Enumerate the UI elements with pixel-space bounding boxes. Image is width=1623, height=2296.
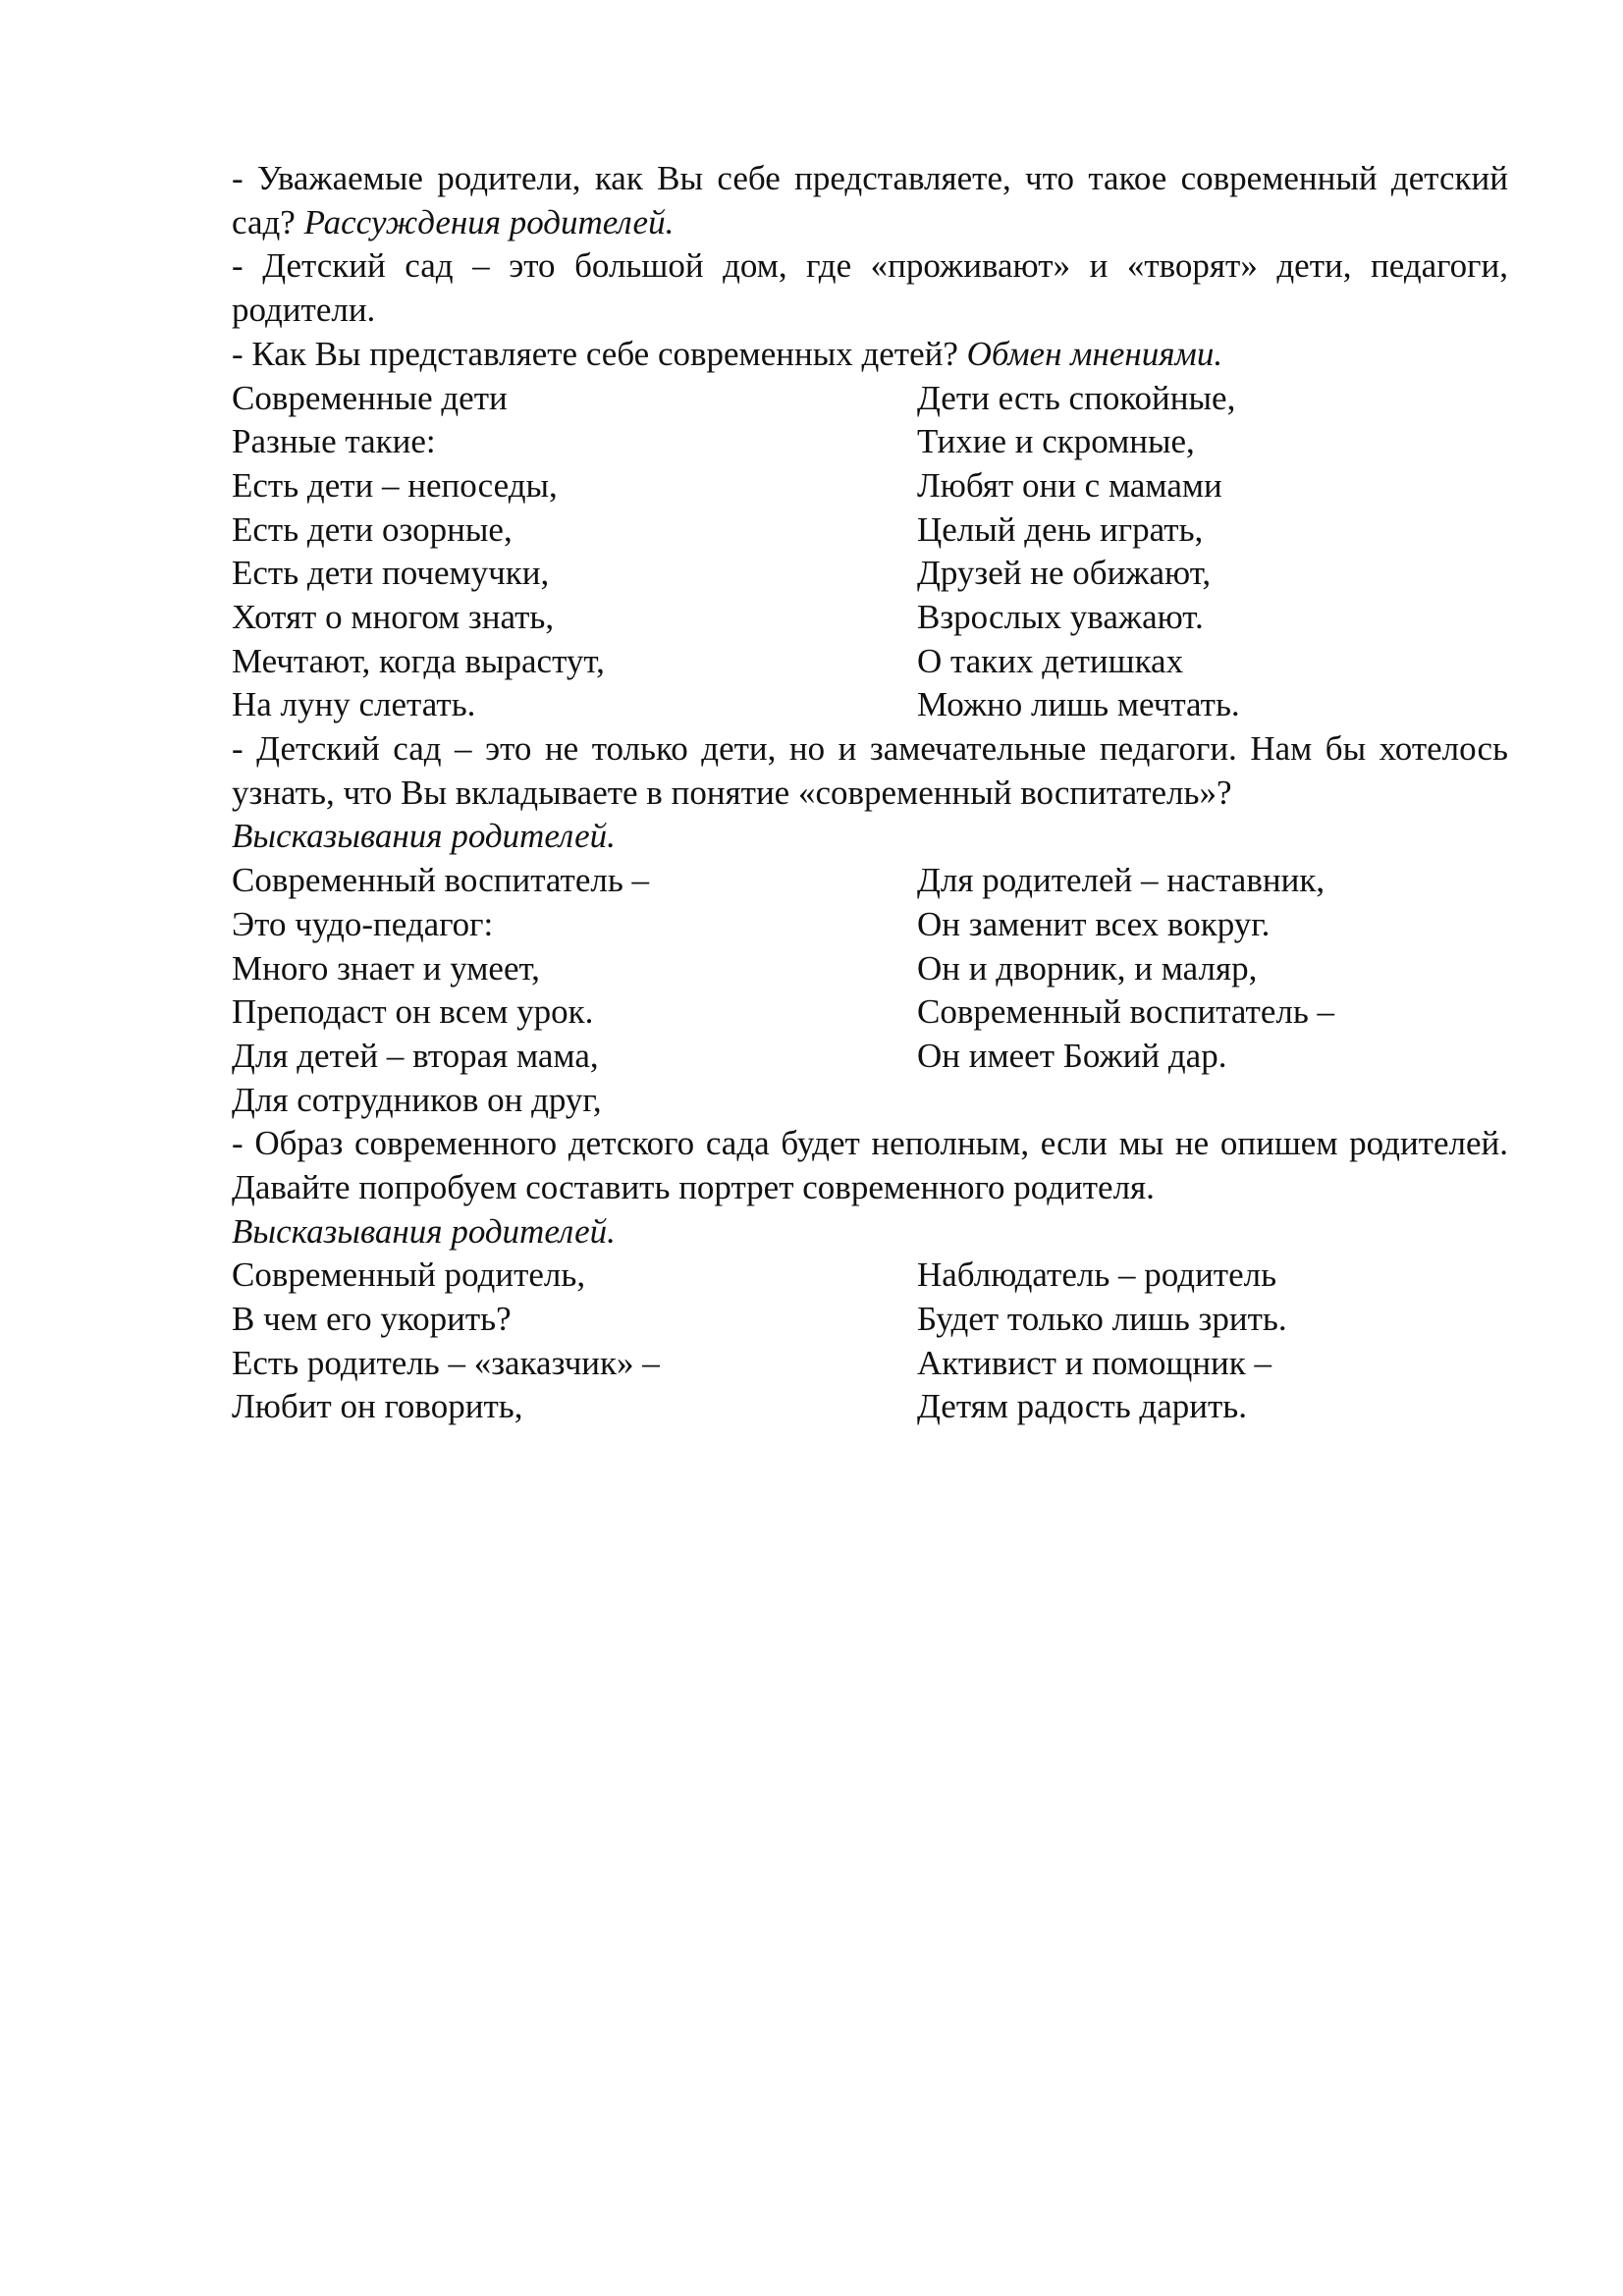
paragraph-question-teacher: - Детский сад – это не только дети, но и замечательные педагоги. Нам бы хотелось узнать, что Вы вкладываете в понятие «современный воспитатель»? bbox=[232, 729, 1508, 812]
poem-modern-children bbox=[232, 377, 1508, 728]
poem-column-right bbox=[917, 1254, 1508, 1429]
poem-line: Он имеет Божий дар. bbox=[917, 1036, 1227, 1075]
stage-note: Рассуждения родителей. bbox=[303, 202, 675, 241]
poem-line: О таких детишках bbox=[917, 641, 1184, 680]
poem-modern-parent bbox=[232, 1254, 1508, 1429]
poem-line: На луну слетать. bbox=[232, 685, 476, 724]
poem-line: Дети есть спокойные, bbox=[917, 378, 1236, 417]
poem-line: Есть родитель – «заказчик» – bbox=[232, 1343, 660, 1382]
paragraph-question-kindergarten: - Уважаемые родители, как Вы себе представляете, что такое современный детский сад? Рассуждения родителей. bbox=[232, 159, 1508, 241]
stage-note: Обмен мнениями. bbox=[966, 334, 1223, 373]
poem-line: Можно лишь мечтать. bbox=[917, 685, 1240, 724]
poem-line: Активист и помощник – bbox=[917, 1343, 1272, 1382]
poem-line: В чем его укорить? bbox=[232, 1300, 512, 1339]
paragraph-question-children: - Как Вы представляете себе современных детей? Обмен мнениями. bbox=[232, 334, 1223, 373]
poem-line: Много знает и умеет, bbox=[232, 948, 540, 988]
paragraph-question-parent: - Образ современного детского сада будет неполным, если мы не опишем родителей. Давайте попробуем составить портрет современного родителя. bbox=[232, 1124, 1508, 1206]
poem-line: Он заменит всех вокруг. bbox=[917, 904, 1271, 943]
poem-line: Любит он говорить, bbox=[232, 1387, 523, 1426]
poem-line: Для родителей – наставник, bbox=[917, 861, 1325, 900]
stage-note: Высказывания родителей. bbox=[232, 817, 616, 856]
poem-line: Есть дети почемучки, bbox=[232, 554, 550, 593]
poem-line: Современный воспитатель – bbox=[917, 992, 1335, 1032]
stage-note: Высказывания родителей. bbox=[232, 1211, 616, 1251]
poem-column-right bbox=[917, 377, 1508, 728]
poem-line: Современный родитель, bbox=[232, 1255, 586, 1295]
poem-column-left bbox=[232, 1254, 917, 1429]
poem-line: Будет только лишь зрить. bbox=[917, 1300, 1287, 1339]
poem-column-left bbox=[232, 859, 917, 1122]
poem-line: Любят они с мамами bbox=[917, 465, 1222, 505]
poem-line: Есть дети – непоседы, bbox=[232, 465, 558, 505]
poem-line: Есть дети озорные, bbox=[232, 509, 513, 549]
poem-line: Наблюдатель – родитель bbox=[917, 1255, 1277, 1295]
poem-line: Современный воспитатель – bbox=[232, 861, 650, 900]
document-body bbox=[232, 157, 1508, 1429]
poem-line: Хотят о многом знать, bbox=[232, 597, 555, 636]
poem-line: Друзей не обижают, bbox=[917, 554, 1212, 593]
poem-modern-teacher bbox=[232, 859, 1508, 1122]
poem-line: Он и дворник, и маляр, bbox=[917, 948, 1258, 988]
poem-line: Преподаст он всем урок. bbox=[232, 992, 594, 1032]
poem-line: Для сотрудников он друг, bbox=[232, 1080, 602, 1119]
poem-column-right bbox=[917, 859, 1508, 1122]
paragraph-kindergarten-definition: - Детский сад – это большой дом, где «проживают» и «творят» дети, педагоги, родители. bbox=[232, 246, 1508, 330]
poem-line: Тихие и скромные, bbox=[917, 422, 1195, 461]
poem-line: Для детей – вторая мама, bbox=[232, 1036, 599, 1075]
poem-line: Это чудо-педагог: bbox=[232, 904, 494, 943]
poem-line: Целый день играть, bbox=[917, 509, 1204, 549]
poem-line: Разные такие: bbox=[232, 422, 436, 461]
poem-line: Мечтают, когда вырастут, bbox=[232, 641, 605, 680]
poem-line: Современные дети bbox=[232, 378, 508, 417]
poem-column-left bbox=[232, 377, 917, 728]
poem-line: Взрослых уважают. bbox=[917, 597, 1204, 636]
poem-line: Детям радость дарить. bbox=[917, 1387, 1248, 1426]
